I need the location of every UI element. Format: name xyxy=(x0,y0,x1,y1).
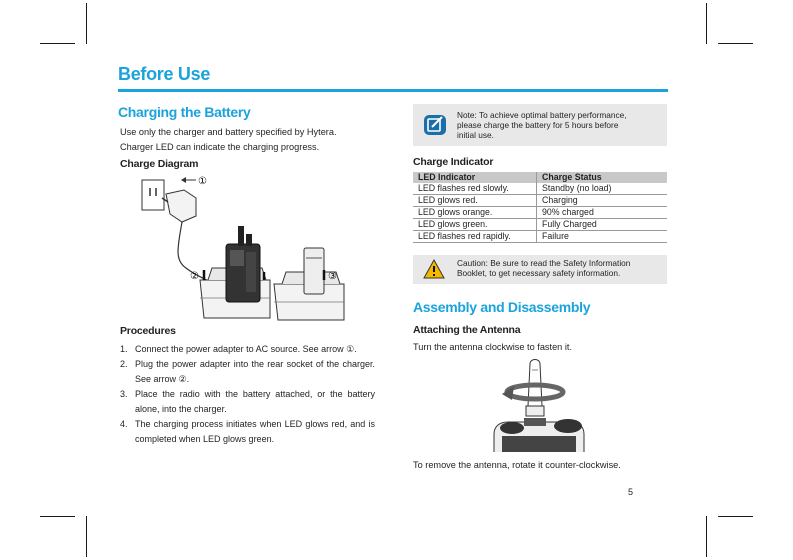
list-item: 4. The charging process initiates when LED glows red, and is completed when LED glows green. xyxy=(120,419,375,444)
note-icon xyxy=(423,114,447,136)
crop-mark-bottom-right xyxy=(706,516,707,557)
note-line-2: please charge the battery for 5 hours before xyxy=(457,120,619,130)
section-title-assembly: Assembly and Disassembly xyxy=(413,299,591,315)
list-item: 2. Plug the power adapter into the rear socket of the charger. See arrow ②. xyxy=(120,359,375,384)
intro-line-2: Charger LED can indicate the charging progress. xyxy=(120,142,320,152)
caution-line-2: Booklet, to get necessary safety information. xyxy=(457,268,621,278)
callout-3: ③ xyxy=(328,271,337,282)
caution-box xyxy=(413,255,667,284)
warning-icon xyxy=(423,259,445,279)
antenna-illustration xyxy=(480,356,600,456)
column-header: LED Indicator xyxy=(413,172,537,183)
note-line-3: initial use. xyxy=(457,130,494,140)
callout-2: ② xyxy=(190,271,199,282)
antenna-instruction: Turn the antenna clockwise to fasten it. xyxy=(413,342,572,352)
crop-mark-top-left xyxy=(40,43,75,44)
column-header: Charge Status xyxy=(537,172,668,183)
table-row: LED glows orange. 90% charged xyxy=(413,207,667,219)
procedures-heading: Procedures xyxy=(120,325,176,337)
procedure-steps xyxy=(120,342,375,447)
charge-indicator-table xyxy=(413,172,667,243)
table-row: LED glows red. Charging xyxy=(413,195,667,207)
caution-line-1: Caution: Be sure to read the Safety Information xyxy=(457,258,631,268)
table-row: LED flashes red rapidly. Failure xyxy=(413,231,667,243)
note-box xyxy=(413,104,667,146)
crop-mark-top-left xyxy=(86,3,87,44)
page-title: Before Use xyxy=(118,64,211,84)
charge-diagram xyxy=(138,168,358,328)
list-item: 1. Connect the power adapter to AC source. See arrow ①. xyxy=(120,344,357,354)
table-header-row xyxy=(413,172,667,183)
crop-mark-top-right xyxy=(706,3,707,44)
table-row: LED glows green. Fully Charged xyxy=(413,219,667,231)
crop-mark-bottom-left xyxy=(86,516,87,557)
charge-diagram-heading: Charge Diagram xyxy=(120,158,199,170)
crop-mark-bottom-left xyxy=(40,516,75,517)
section-title-charging: Charging the Battery xyxy=(118,104,251,120)
crop-mark-top-right xyxy=(718,43,753,44)
remove-antenna-instruction: To remove the antenna, rotate it counter-clockwise. xyxy=(413,460,621,470)
page-number: 5 xyxy=(628,487,634,497)
table-row: LED flashes red slowly. Standby (no load) xyxy=(413,183,667,195)
callout-1: ① xyxy=(198,176,207,187)
charge-indicator-heading: Charge Indicator xyxy=(413,156,494,168)
title-rule xyxy=(118,89,668,92)
attaching-antenna-heading: Attaching the Antenna xyxy=(413,324,521,336)
list-item: 3. Place the radio with the battery attached, or the battery alone, into the charger. xyxy=(120,389,375,414)
crop-mark-bottom-right xyxy=(718,516,753,517)
intro-line-1: Use only the charger and battery specified by Hytera. xyxy=(120,127,337,137)
note-line-1: Note: To achieve optimal battery performance, xyxy=(457,110,627,120)
